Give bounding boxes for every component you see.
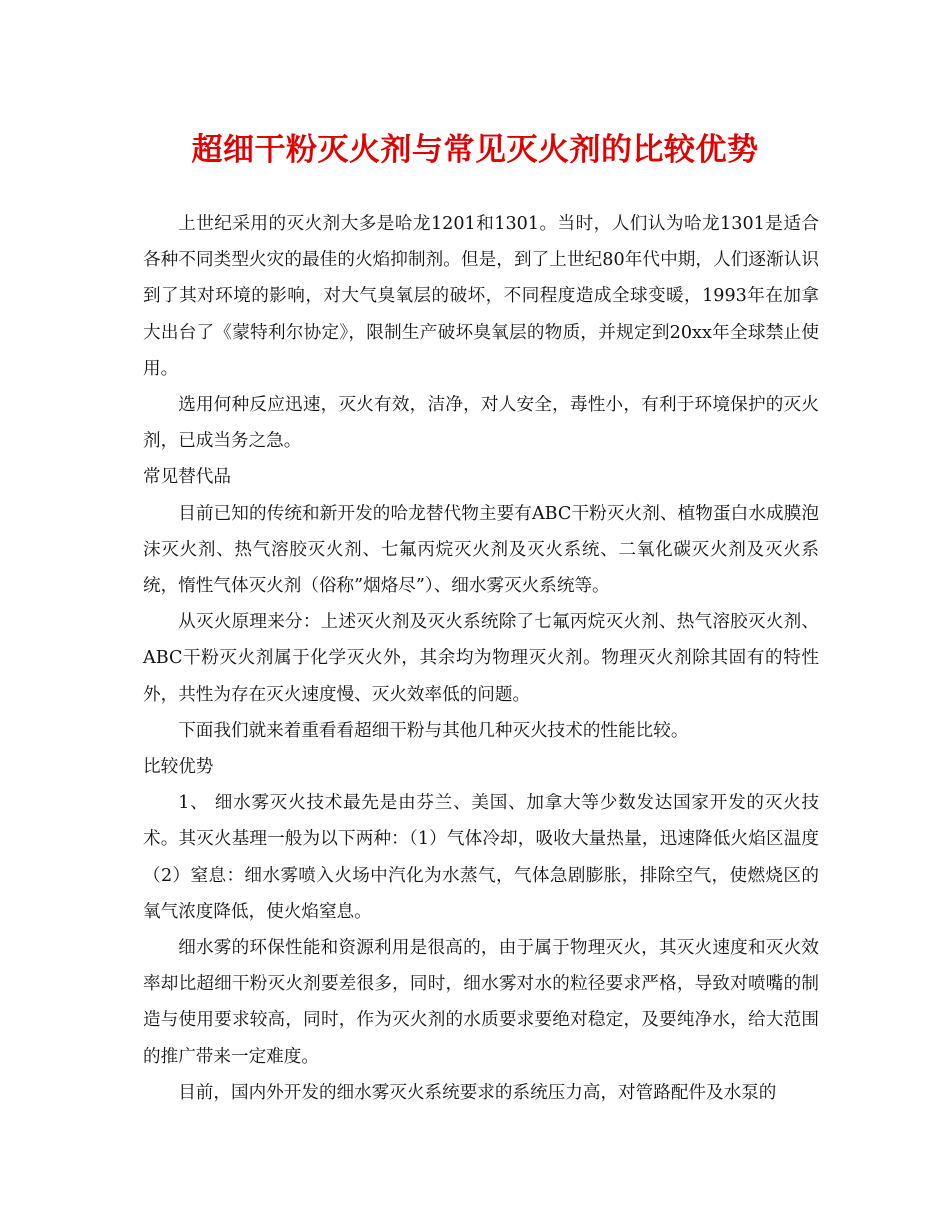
- section-heading-advantages: 比较优势: [143, 757, 214, 778]
- paragraph-halon-history: 上世纪采用的灭火剂大多是哈龙1201和1301。当时，人们认为哈龙1301是适合各种不同类型火灾的最佳的火焰抑制剂。但是，到了上世纪80年代中期，人们逐渐认识到了其对环境的影响，对大气臭氧层的破坏，不同程度造成全球变暖，1993年在加拿大出台了《蒙特利尔协定》，限制生产破坏臭氧层的物质，并规定到20xx年全球禁止使用。: [143, 214, 819, 379]
- paragraph-system-pressure: 目前，国内外开发的细水雾灭火系统要求的系统压力高，对管路配件及水泵的: [178, 1082, 777, 1103]
- section-heading-substitutes: 常见替代品: [143, 467, 231, 488]
- paragraph-principles: 从灭火原理来分：上述灭火剂及灭火系统除了七氟丙烷灭火剂、热气溶胶灭火剂、ABC干粉灭火剂属于化学灭火外，其余均为物理灭火剂。物理灭火剂除其固有的特性外，共性为存在灭火速度慢、灭火效率低的问题。: [143, 612, 819, 705]
- paragraph-water-mist-tech: 1、 细水雾灭火技术最先是由芬兰、美国、加拿大等少数发达国家开发的灭火技术。其灭火基理一般为以下两种：（1）气体冷却，吸收大量热量，迅速降低火焰区温度（2）窒息：细水雾喷入火场中汽化为水蒸气，气体急剧膨胀，排除空气，使燃烧区的氧气浓度降低，使火焰窒息。: [143, 793, 819, 922]
- paragraph-water-mist-performance: 细水雾的环保性能和资源利用是很高的，由于属于物理灭火，其灭火速度和灭火效率却比超细干粉灭火剂要差很多，同时，细水雾对水的粒径要求严格，导致对喷嘴的制造与使用要求较高，同时，作为灭火剂的水质要求要绝对稳定，及要纯净水，给大范围的推广带来一定难度。: [143, 938, 819, 1067]
- paragraph-urgent-need: 选用何种反应迅速，灭火有效，洁净，对人安全，毒性小，有利于环境保护的灭火剂，已成当务之急。: [143, 395, 819, 452]
- document-title: 超细干粉灭火剂与常见灭火剂的比较优势: [191, 132, 759, 168]
- paragraph-comparison-intro: 下面我们就来着重看看超细干粉与其他几种灭火技术的性能比较。: [178, 720, 689, 741]
- document-body: [143, 206, 819, 1111]
- paragraph-substitute-list: 目前已知的传统和新开发的哈龙替代物主要有ABC干粉灭火剂、植物蛋白水成膜泡沫灭火剂、热气溶胶灭火剂、七氟丙烷灭火剂及灭火系统、二氧化碳灭火剂及灭火系统，惰性气体灭火剂（俗称”烟烙尽”）、细水雾灭火系统等。: [143, 503, 819, 597]
